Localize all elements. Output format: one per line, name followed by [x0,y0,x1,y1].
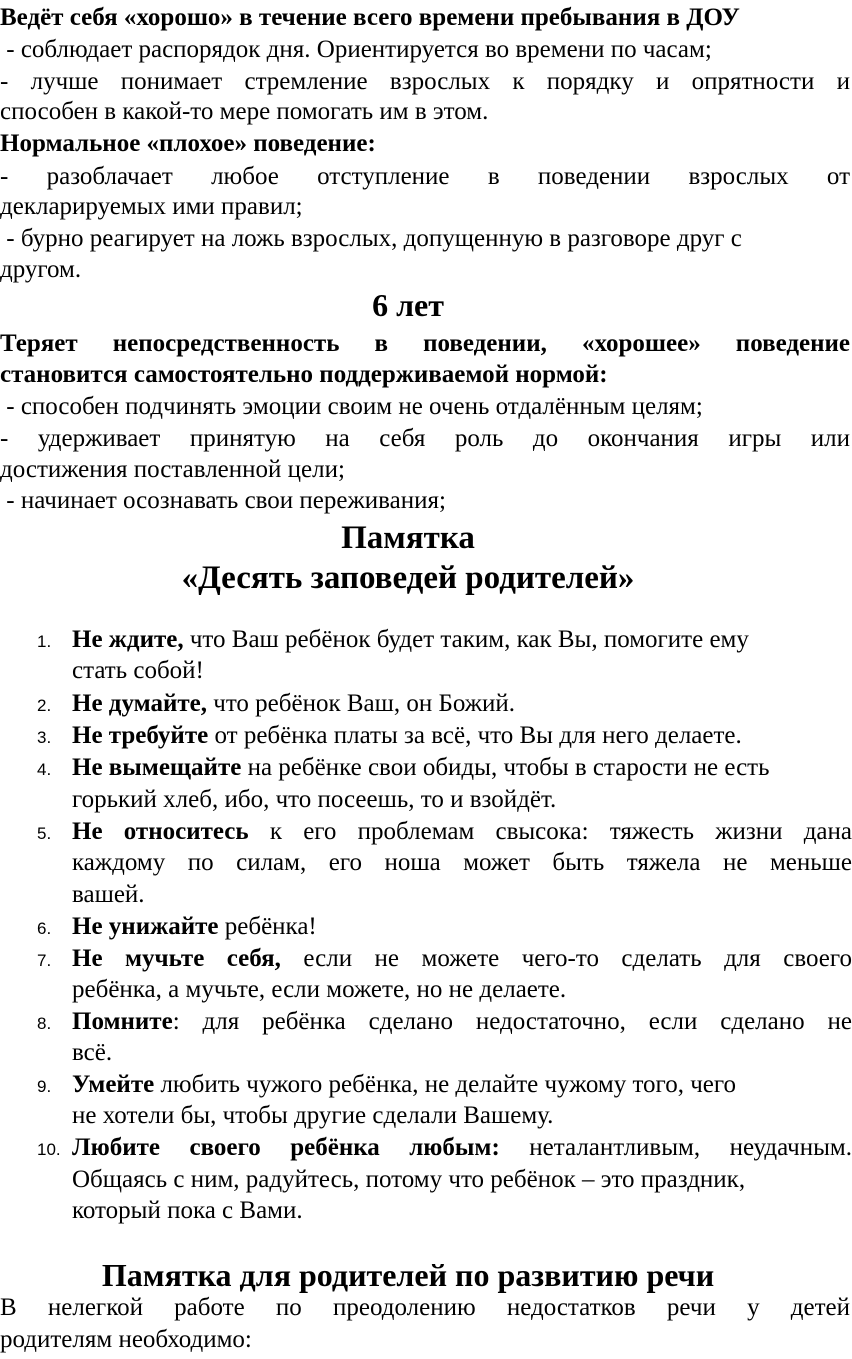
text-line [72,848,852,878]
list-number: 2. [37,696,52,715]
bold-text: Не мучьте себя, [72,945,281,972]
list-item-line [72,689,515,719]
list-number: 5. [37,824,52,843]
list-number: 3. [37,728,52,747]
text-line [0,486,446,516]
text: на ребёнке свои обиды, чтобы в старости не есть [241,754,770,781]
text-line [0,455,345,485]
text: вашей. [72,881,145,908]
text-line [0,162,850,192]
text: - соблюдает распорядок дня. Ориентируется во времени по часам; [0,36,712,63]
text: родителям необходимо: [0,1326,252,1353]
text: от ребёнка платы за всё, что Вы для него делаете. [208,722,742,749]
text-line [0,67,850,97]
bold-text: Не ждите, [72,626,184,653]
text: всё. [72,1039,113,1066]
bold-text: Ведёт себя «хорошо» в течение всего времени пребывания в ДОУ [0,4,740,31]
bold-text: становится самостоятельно поддерживаемой нормой: [0,361,608,388]
text: который пока с Вами. [72,1197,303,1224]
text: если не можете чего-то сделать для своего [280,945,852,972]
bold-text: Умейте [72,1071,155,1098]
bold-text: Не вымещайте [72,754,242,781]
text: декларируемых ими правил; [0,193,303,220]
text: горький хлеб, ибо, что посеешь, то и взойдёт. [72,786,557,813]
list-number: 9. [37,1077,52,1096]
text: Общаясь с ним, радуйтесь, потому что ребёнок – это праздник, [72,1166,746,1193]
text-line [72,1101,553,1131]
text-line [72,1165,745,1195]
text-line [72,1196,303,1226]
bold-text: Не относитесь [72,818,249,845]
text: : для ребёнка сделано недостаточно, если сделано не [172,1008,852,1035]
list-number: 4. [37,760,52,779]
text: - лучше понимает стремление взрослых к порядку и опрятности и [0,68,850,95]
text: - начинает осознавать свои переживания; [0,487,446,514]
list-item-line [72,1007,852,1037]
text: другом. [0,256,82,283]
list-item-line [72,721,742,751]
text: к его проблемам свысока: тяжесть жизни дана [248,818,852,845]
bold-text: Не думайте, [72,690,207,717]
text: любить чужого ребёнка, не делайте чужому того, чего [154,1071,736,1098]
text-line [0,255,81,285]
text-line [0,424,850,454]
list-item-line [72,912,317,942]
text: 6 лет [372,287,444,323]
text-line [0,329,850,359]
text: - способен подчинять эмоции своим не очень отдалённым целям; [0,393,703,420]
text-line [0,1256,816,1294]
bold-text: Не требуйте [72,722,209,749]
text-line [0,97,488,127]
text-line [0,360,608,390]
list-item-line [72,944,852,974]
text: ребёнка, а мучьте, если можете, но не делаете. [72,976,567,1003]
bold-text: Нормальное «плохое» поведение: [0,130,376,157]
list-item-line [72,817,852,847]
text: Памятка [341,520,475,556]
text-line [0,1293,850,1323]
text-line [0,518,816,558]
text-line [0,558,816,598]
text: что ребёнок Ваш, он Божий. [207,690,516,717]
text: Памятка для родителей по развитию речи [101,1257,715,1293]
text-line [0,1325,252,1355]
text: не хотели бы, чтобы другие сделали Вашему. [72,1102,554,1129]
text-line [72,1038,112,1068]
text-line [72,975,566,1005]
bold-text: Теряет непосредственность в поведении, «хорошее» поведение [0,330,850,357]
bold-text: Любите своего ребёнка любым: [72,1134,500,1161]
text-line [72,880,145,910]
text-line [72,656,204,686]
list-item-line [72,1133,852,1163]
text: достижения поставленной цели; [0,456,345,483]
bold-text: Помните [72,1008,173,1035]
text: что Ваш ребёнок будет таким, как Вы, помогите ему [183,626,749,653]
text-line [0,129,376,159]
list-number: 6. [37,919,52,938]
text: «Десять заповедей родителей» [181,560,635,596]
text-line [0,3,740,33]
text-line [0,224,742,254]
list-number: 7. [37,951,52,970]
text: - бурно реагирует на ложь взрослых, допущенную в разговоре друг с [0,225,742,252]
list-number: 8. [37,1014,52,1033]
text-line [0,286,816,324]
list-item-line [72,625,749,655]
list-number: 10. [37,1140,61,1159]
text: В нелегкой работе по преодолению недостатков речи у детей [0,1294,850,1321]
text-line [0,392,703,422]
text: стать собой! [72,657,204,684]
text-line [0,35,712,65]
bold-text: Не унижайте [72,913,219,940]
text-line [0,192,303,222]
text: способен в какой-то мере помогать им в этом. [0,98,489,125]
text: каждому по силам, его ноша может быть тяжела не меньше [72,849,852,876]
text-line [72,785,556,815]
text: - разоблачает любое отступление в поведении взрослых от [0,163,850,190]
list-item-line [72,753,770,783]
text: - удерживает принятую на себя роль до окончания игры или [0,425,850,452]
list-number: 1. [37,632,52,651]
text: ребёнка! [218,913,317,940]
text: неталантливым, неудачным. [499,1134,852,1161]
list-item-line [72,1070,736,1100]
